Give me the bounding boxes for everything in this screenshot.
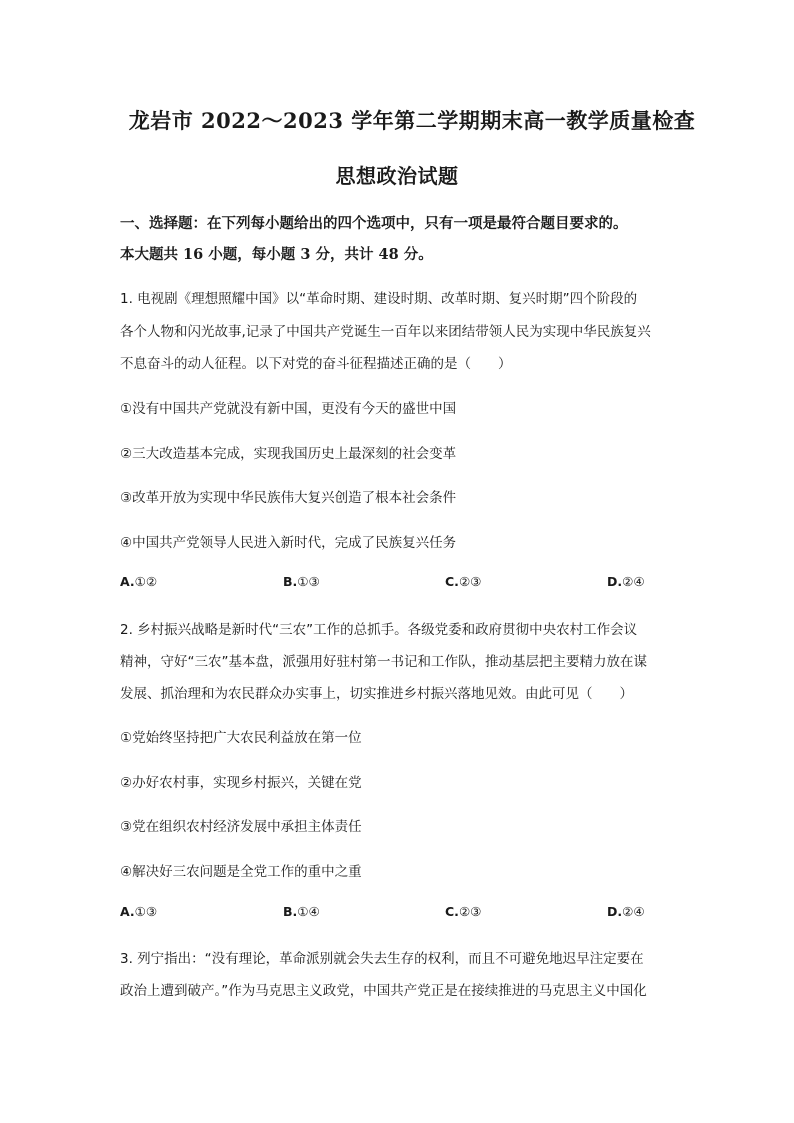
question-1-choice-b[interactable] [283,574,320,589]
choice-letter: A. [120,904,135,919]
choice-letter: C. [445,904,459,919]
question-1-choice-d[interactable] [607,574,645,589]
question-3-stem-line-1: 3. 列宁指出：“没有理论，革命派别就会失去生存的权利，而且不可避免地迟早注定要在 [120,951,644,967]
question-1-option-4: ④中国共产党领导人民进入新时代，完成了民族复兴任务 [120,535,457,551]
section-heading-line-1: 一、选择题：在下列每小题给出的四个选项中，只有一项是最符合题目要求的。 [120,215,628,232]
question-2-stem-line-1: 2. 乡村振兴战略是新时代“三农”工作的总抓手。各级党委和政府贯彻中央农村工作会议 [120,622,638,638]
choice-letter: B. [283,574,298,589]
question-1-choices [120,574,680,594]
question-3-stem-line-2: 政治上遭到破产。”作为马克思主义政党，中国共产党正是在接续推进的马克思主义中国化 [120,983,647,999]
question-1-stem-line-2: 各个人物和闪光故事,记录了中国共产党诞生一百年以来团结带领人民为实现中华民族复兴 [120,324,651,340]
question-2-choice-b[interactable] [283,904,320,919]
choice-value: ①④ [297,904,320,919]
choice-letter: B. [283,904,298,919]
question-2-option-1: ①党始终坚持把广大农民利益放在第一位 [120,730,362,746]
question-2-option-4: ④解决好三农问题是全党工作的重中之重 [120,864,362,880]
question-1-option-3: ③改革开放为实现中华民族伟大复兴创造了根本社会条件 [120,490,457,506]
question-1-choice-a[interactable] [120,574,157,589]
question-1-option-1: ①没有中国共产党就没有新中国，更没有今天的盛世中国 [120,401,457,417]
choice-value: ②④ [622,904,645,919]
question-2-stem-line-3: 发展、抓治理和为农民群众办实事上，切实推进乡村振兴落地见效。由此可见（ ） [120,686,633,702]
choice-value: ①③ [297,574,320,589]
question-1-stem-line-3: 不息奋斗的动人征程。以下对党的奋斗征程描述正确的是（ ） [120,356,512,372]
exam-title: 龙岩市 2022～2023 学年第二学期期末高一教学质量检查 [128,108,696,133]
question-2-stem-line-2: 精神，守好“三农”基本盘，派强用好驻村第一书记和工作队，推动基层把主要精力放在谋 [120,654,647,670]
choice-letter: A. [120,574,135,589]
question-2-choice-d[interactable] [607,904,645,919]
choice-letter: D. [607,904,623,919]
question-1-stem-line-1: 1. 电视剧《理想照耀中国》以“革命时期、建设时期、改革时期、复兴时期”四个阶段的 [120,291,638,307]
question-1-choice-c[interactable] [445,574,481,589]
question-2-choice-a[interactable] [120,904,157,919]
choice-value: ②④ [622,574,645,589]
question-2-option-3: ③党在组织农村经济发展中承担主体责任 [120,819,362,835]
choice-value: ①③ [134,904,158,919]
choice-value: ①② [134,574,158,589]
question-2-choice-c[interactable] [445,904,481,919]
exam-subtitle: 思想政治试题 [335,164,459,188]
choice-value: ②③ [458,574,482,589]
choice-letter: C. [445,574,459,589]
question-1-option-2: ②三大改造基本完成，实现我国历史上最深刻的社会变革 [120,446,457,462]
choice-value: ②③ [458,904,482,919]
question-2-option-2: ②办好农村事，实现乡村振兴，关键在党 [120,775,362,791]
question-2-choices [120,904,680,924]
section-heading-line-2: 本大题共 16 小题，每小题 3 分，共计 48 分。 [120,246,433,263]
choice-letter: D. [607,574,623,589]
